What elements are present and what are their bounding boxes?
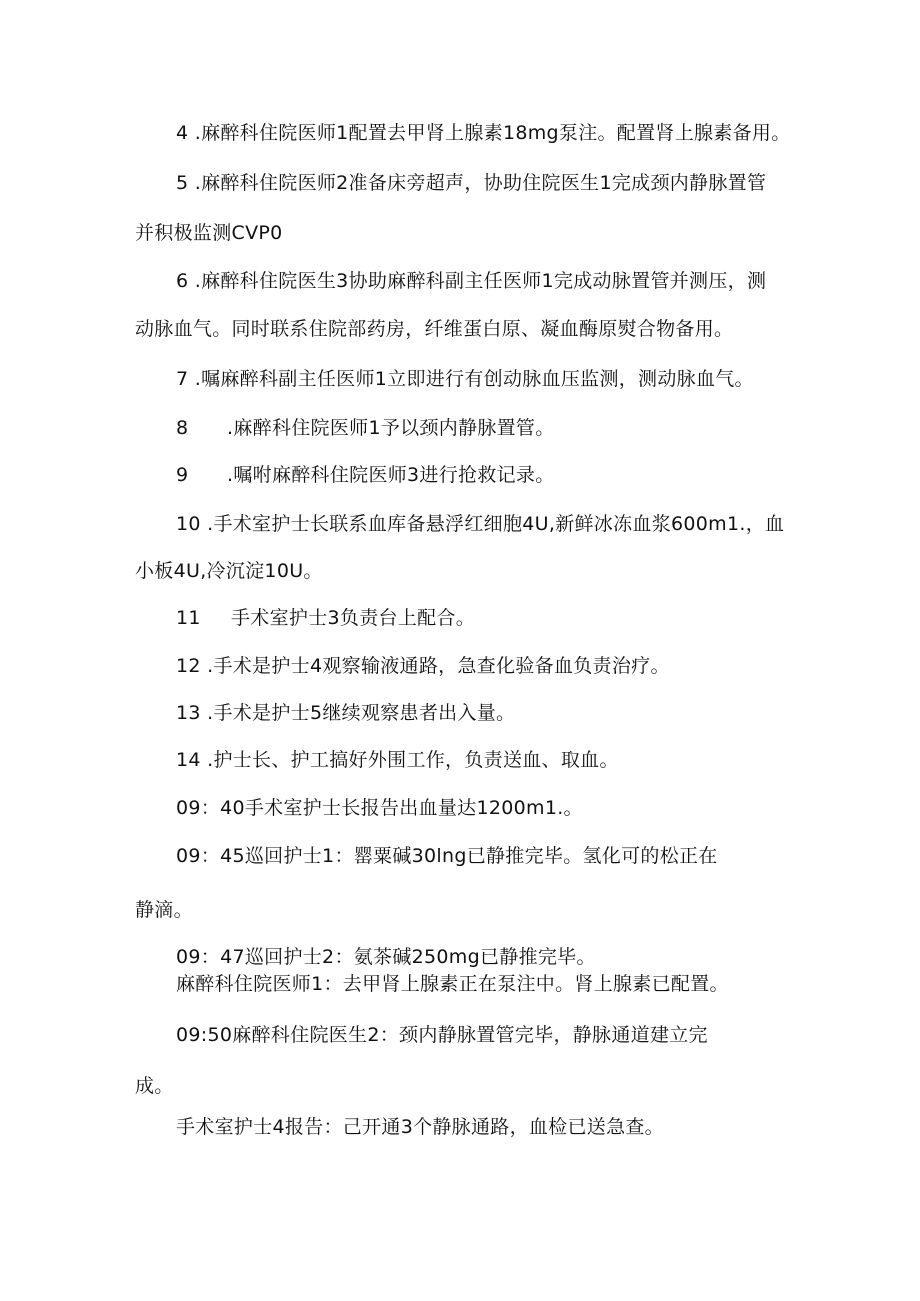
text-line-time-0945: 09：45巡回护士1：罂粟碱30lng已静推完毕。氢化可的松正在	[176, 845, 718, 867]
text-line-item-7: 7 .嘱麻醉科副主任医师1立即进行有创动脉血压监测，测动脉血气。	[176, 368, 754, 390]
text-line-item-13: 13 .手术是护士5继续观察患者出入量。	[176, 702, 516, 724]
text-line-time-0947: 09：47巡回护士2：氨茶碱250mg已静推完毕。	[176, 946, 596, 968]
text-line-item-10-cont: 小板4U,冷沉淀10U。	[135, 560, 323, 582]
text-line-item-6-cont: 动脉血气。同时联系住院部药房，纤维蛋白原、凝血酶原熨合物备用。	[135, 318, 734, 340]
text-line-item-8-number: 8	[176, 417, 189, 439]
text-line-item-11: 手术室护士3负责台上配合。	[231, 607, 475, 629]
text-line-item-5-cont: 并积极监测CVP0	[135, 222, 283, 244]
text-line-item-9-number: 9	[176, 464, 189, 486]
text-line-nurse-4-report: 手术室护士4报告：己开通3个静脉通路，血检已送急查。	[176, 1116, 664, 1138]
text-line-item-11-number: 11	[176, 607, 201, 629]
text-line-time-0945-cont: 静滴。	[135, 899, 193, 921]
text-line-time-0950: 09:50麻醉科住院医生2：颈内静脉置管完毕，静脉通道建立完	[176, 1024, 708, 1046]
text-line-item-6: 6 .麻醉科住院医生3协助麻醉科副主任医师1完成动脉置管并测压，测	[176, 270, 767, 292]
text-line-item-14: 14 .护士长、护工搞好外围工作，负责送血、取血。	[176, 749, 619, 771]
text-line-item-4: 4 .麻醉科住院医师1配置去甲肾上腺素18mg泵注。配置肾上腺素备用。	[176, 122, 791, 144]
text-line-item-12: 12 .手术是护士4观察输液通路，急查化验备血负责治疗。	[176, 655, 670, 677]
text-line-item-8: .麻醉科住院医师1予以颈内静脉置管。	[227, 417, 555, 439]
text-line-item-9: .嘱咐麻醉科住院医师3进行抢救记录。	[227, 464, 555, 486]
text-line-anesthesia-resident-1: 麻醉科住院医师1：去甲肾上腺素正在泵注中。肾上腺素已配置。	[176, 973, 729, 995]
text-line-item-10: 10 .手术室护士长联系血库备悬浮红细胞4U,新鲜冰冻血浆600m1.，血	[176, 513, 785, 535]
text-line-time-0950-cont: 成。	[135, 1075, 174, 1097]
text-line-time-0940: 09：40手术室护士长报告出血量达1200m1.。	[176, 797, 583, 819]
text-line-item-5: 5 .麻醉科住院医师2准备床旁超声，协助住院医生1完成颈内静脉置管	[176, 172, 767, 194]
